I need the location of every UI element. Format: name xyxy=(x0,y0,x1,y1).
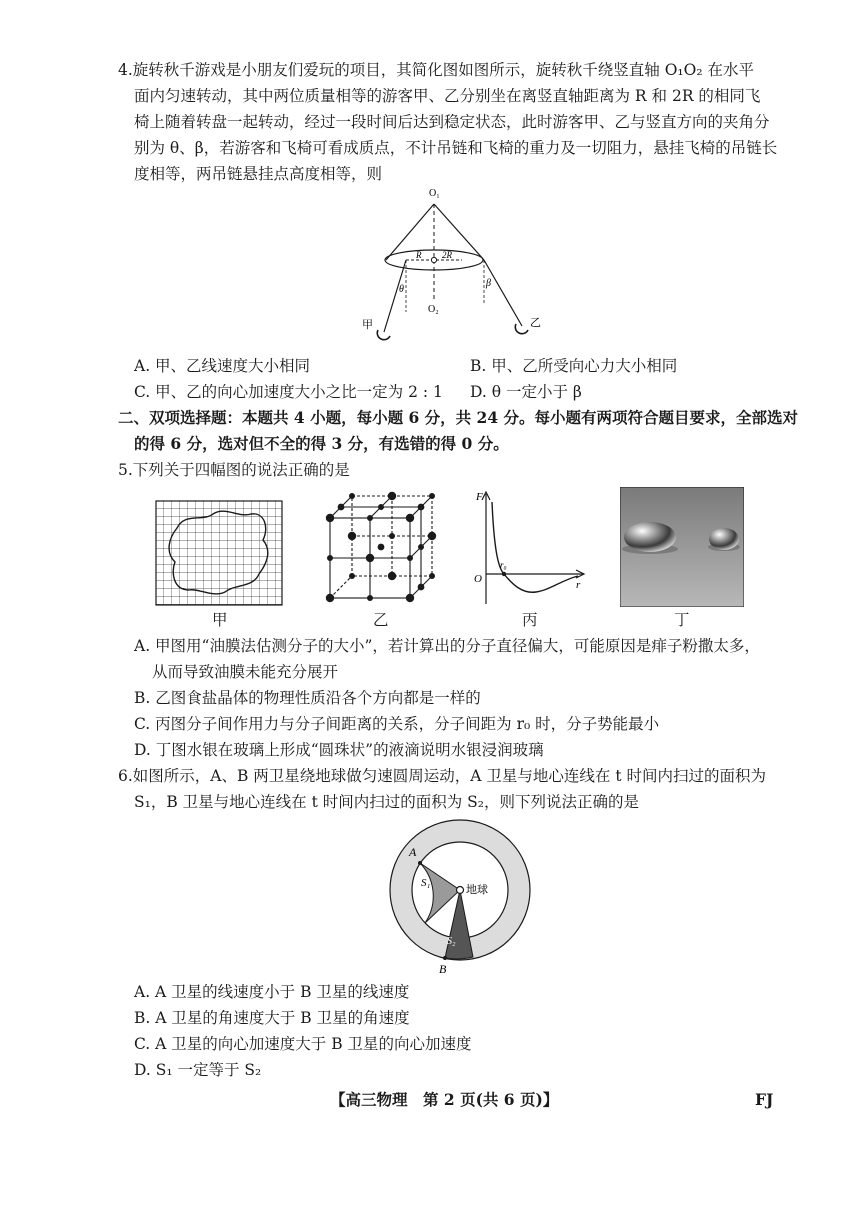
label-theta: θ xyxy=(399,284,404,295)
large-mercury-drop xyxy=(624,522,676,552)
oil-film-grid-figure xyxy=(155,500,283,606)
q4-line-4: 别为 θ、β，若游客和飞椅可看成质点，不计吊链和飞椅的重力及一切阻力，悬挂飞椅的吊链长 xyxy=(134,139,778,157)
label-2r: 2R xyxy=(442,250,452,260)
section2-header-line-2: 的得 6 分，选对但不全的得 3 分，有选错的得 0 分。 xyxy=(134,434,509,453)
label-beta: β xyxy=(486,278,491,289)
graph-label-o: O xyxy=(474,573,482,585)
jia-chain xyxy=(384,260,406,332)
q5-option-a-line-1: A. 甲图用“油膜法估测分子的大小”，若计算出的分子直径偏大，可能原因是痱子粉撒太多， xyxy=(134,637,760,655)
footer-code: FJ xyxy=(755,1090,774,1109)
q4-option-c: C. 甲、乙的向心加速度大小之比一定为 2 : 1 xyxy=(134,383,443,401)
axis-point xyxy=(431,257,436,262)
r0-point xyxy=(502,572,506,576)
mercury-droplets-photo xyxy=(620,487,744,607)
q6-option-c: C. A 卫星的向心加速度大于 B 卫星的向心加速度 xyxy=(134,1035,472,1053)
force-curve xyxy=(492,502,578,592)
satellite-orbit-figure xyxy=(385,818,535,976)
graph-label-f: F xyxy=(476,491,483,503)
caption-ding: 丁 xyxy=(674,611,690,629)
grid-paper xyxy=(156,501,282,605)
section2-header-line-1: 二、双项选择题：本题共 4 小题，每小题 6 分，共 24 分。每小题有两项符合题目要求，全部选对 xyxy=(118,408,799,427)
graph-label-r: r xyxy=(576,579,581,591)
label-s2: S₂ xyxy=(447,936,456,947)
salt-crystal-figure xyxy=(322,488,440,608)
graph-label-r0: r₀ xyxy=(500,560,507,570)
q4-option-d: D. θ 一定小于 β xyxy=(470,383,582,401)
caption-bing: 丙 xyxy=(522,611,538,629)
yi-chain xyxy=(484,260,522,326)
label-a: A xyxy=(409,845,417,859)
q4-line-5: 度相等，两吊链悬挂点高度相等，则 xyxy=(134,165,383,183)
label-jia: 甲 xyxy=(362,319,373,331)
label-r: R xyxy=(416,250,422,260)
q6-option-a: A. A 卫星的线速度小于 B 卫星的线速度 xyxy=(134,983,410,1001)
q6-option-d: D. S₁ 一定等于 S₂ xyxy=(134,1061,262,1079)
footer-page-label: 【高三物理 第 2 页(共 6 页)】 xyxy=(330,1090,559,1109)
q5-stem: 5.下列关于四幅图的说法正确的是 xyxy=(118,461,350,479)
q5-option-d: D. 丁图水银在玻璃上形成“圆珠状”的液滴说明水银浸润玻璃 xyxy=(134,741,544,759)
q4-option-b: B. 甲、乙所受向心力大小相同 xyxy=(470,357,678,375)
q5-option-c: C. 丙图分子间作用力与分子间距离的关系，分子间距为 r₀ 时，分子势能最小 xyxy=(134,715,660,733)
earth-center-icon xyxy=(457,887,464,894)
label-o2: O₂ xyxy=(428,304,439,315)
small-mercury-drop xyxy=(709,528,739,550)
satellite-b-dot xyxy=(443,956,447,960)
q6-option-b: B. A 卫星的角速度大于 B 卫星的角速度 xyxy=(134,1009,410,1027)
q6-line-1: 6.如图所示，A、B 两卫星绕地球做匀速圆周运动，A 卫星与地心连线在 t 时间内扫过的面积为 xyxy=(118,767,767,785)
label-o1: O₁ xyxy=(429,188,440,199)
force-distance-graph xyxy=(470,488,590,608)
label-b: B xyxy=(439,962,447,976)
satellite-a-dot xyxy=(418,861,422,865)
q4-line-1: 4.旋转秋千游戏是小朋友们爱玩的项目，其简化图如图所示，旋转秋千绕竖直轴 O₁O₂ 在水平 xyxy=(118,61,754,79)
label-s1: S₁ xyxy=(421,877,431,889)
q4-line-3: 椅上随着转盘一起转动，经过一段时间后达到稳定状态，此时游客甲、乙与竖直方向的夹角分 xyxy=(134,113,770,131)
q6-line-2: S₁，B 卫星与地心连线在 t 时间内扫过的面积为 S₂，则下列说法正确的是 xyxy=(134,793,639,811)
label-yi: 乙 xyxy=(530,317,541,329)
q4-option-a: A. 甲、乙线速度大小相同 xyxy=(134,357,311,375)
caption-jia: 甲 xyxy=(212,611,228,629)
label-earth: 地球 xyxy=(466,884,488,896)
q5-option-b: B. 乙图食盐晶体的物理性质沿各个方向都是一样的 xyxy=(134,689,481,707)
q5-option-a-line-2: 从而导致油膜未能充分展开 xyxy=(152,663,339,681)
caption-yi: 乙 xyxy=(373,611,389,629)
q4-line-2: 面内匀速转动，其中两位质量相等的游客甲、乙分别坐在离竖直轴距离为 R 和 2R 的相同飞 xyxy=(134,87,761,105)
swing-figure xyxy=(350,180,550,350)
